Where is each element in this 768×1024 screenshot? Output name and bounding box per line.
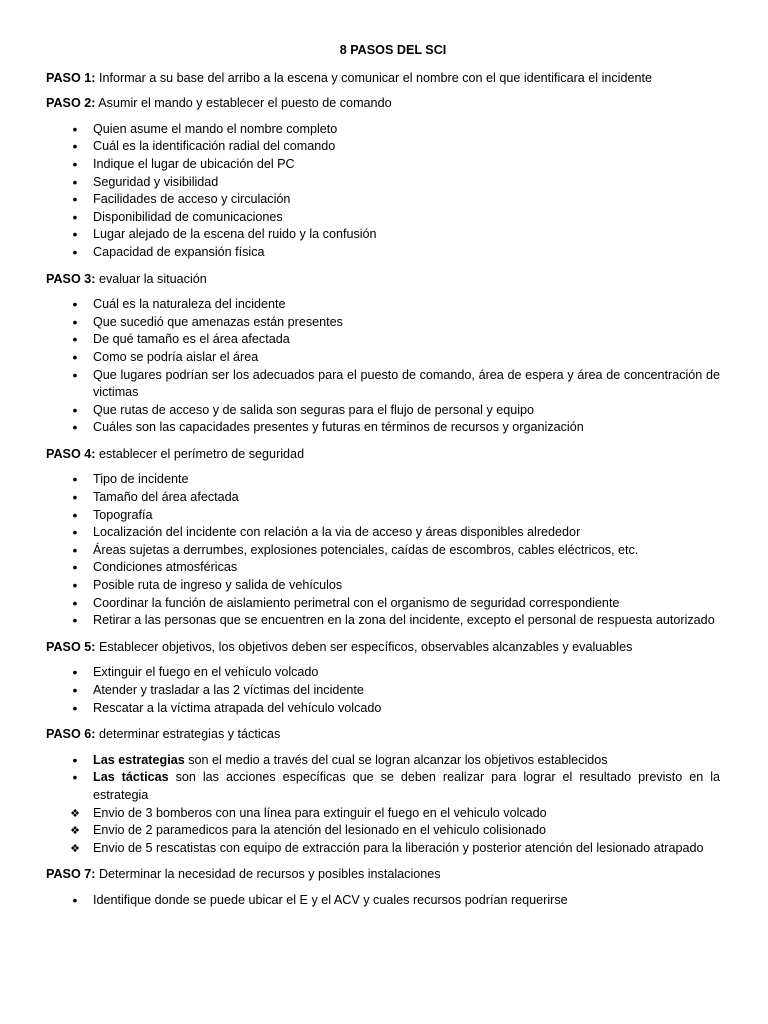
paso-heading	[46, 866, 720, 884]
list-item	[46, 559, 720, 577]
diamond-bullet-icon	[68, 822, 82, 841]
list-item	[46, 612, 720, 630]
list-item-text: Coordinar la función de aislamiento perimetral con el organismo de seguridad correspondiente	[93, 595, 620, 610]
paso-heading	[46, 446, 720, 464]
paso-list	[46, 752, 720, 858]
paso-label: PASO 5:	[46, 639, 96, 654]
list-item-text: Que lugares podrían ser los adecuados para el puesto de comando, área de espera y área de concentración de victimas	[93, 367, 720, 400]
paso-text: determinar estrategias y tácticas	[95, 727, 281, 742]
bullet-icon	[68, 752, 82, 771]
bullet-icon	[68, 489, 82, 508]
bullet-icon	[68, 209, 82, 228]
list-item	[46, 542, 720, 560]
paso-text: evaluar la situación	[95, 271, 207, 286]
paso-label: PASO 6:	[46, 727, 96, 742]
document-body	[46, 70, 720, 910]
bullet-icon	[68, 577, 82, 596]
bullet-icon	[68, 507, 82, 526]
list-item-text: Posible ruta de ingreso y salida de vehículos	[93, 578, 343, 593]
bullet-icon	[68, 121, 82, 140]
list-item-text: Retirar a las personas que se encuentren en la zona del incidente, excepto el personal de respuesta autorizado	[93, 613, 715, 628]
list-item-text: Identifique donde se puede ubicar el E y el ACV y cuales recursos podrían requerirse	[93, 892, 568, 907]
bullet-icon	[68, 419, 82, 438]
list-item	[46, 174, 720, 192]
list-item	[46, 664, 720, 682]
list-item	[46, 314, 720, 332]
bullet-icon	[68, 296, 82, 315]
paso-text: Establecer objetivos, los objetivos deben ser específicos, observables alcanzables y evaluables	[95, 639, 633, 654]
list-item-text: Envio de 3 bomberos con una línea para extinguir el fuego en el vehiculo volcado	[93, 805, 547, 820]
bullet-icon	[68, 402, 82, 421]
paso-text: Determinar la necesidad de recursos y posibles instalaciones	[95, 867, 441, 882]
bullet-icon	[68, 612, 82, 631]
bullet-icon	[68, 244, 82, 263]
paso-heading	[46, 726, 720, 744]
list-item	[46, 524, 720, 542]
paso-list	[46, 121, 720, 262]
list-item	[46, 209, 720, 227]
list-item	[46, 595, 720, 613]
list-item	[46, 331, 720, 349]
list-item-lead: Las estrategias	[93, 752, 185, 767]
list-item	[46, 840, 720, 858]
document-title: 8 PASOS DEL SCI	[339, 43, 447, 57]
bullet-icon	[68, 349, 82, 368]
paso-label: PASO 3:	[46, 271, 96, 286]
list-item-text: Disponibilidad de comunicaciones	[93, 209, 283, 224]
list-item	[46, 349, 720, 367]
list-item-text: Que sucedió que amenazas están presentes	[93, 314, 343, 329]
list-item-text: Lugar alejado de la escena del ruido y la confusión	[93, 227, 377, 242]
list-item	[46, 577, 720, 595]
list-item	[46, 489, 720, 507]
paso-text: establecer el perímetro de seguridad	[95, 446, 305, 461]
bullet-icon	[68, 138, 82, 157]
list-item	[46, 296, 720, 314]
paso-text: Asumir el mando y establecer el puesto de comando	[95, 96, 392, 111]
paso-label: PASO 1:	[46, 70, 96, 85]
paso-heading	[46, 639, 720, 657]
bullet-icon	[68, 156, 82, 175]
list-item-text: Facilidades de acceso y circulación	[93, 192, 291, 207]
list-item-text: Tamaño del área afectada	[93, 490, 239, 505]
list-item-text: Cuál es la identificación radial del comando	[93, 139, 336, 154]
list-item	[46, 769, 720, 804]
list-item	[46, 507, 720, 525]
list-item	[46, 805, 720, 823]
list-item-text: son las acciones específicas que se deben realizar para lograr el resultado previsto en la estrategia	[93, 770, 720, 802]
bullet-icon	[68, 559, 82, 578]
list-item-text: De qué tamaño es el área afectada	[93, 332, 290, 347]
bullet-icon	[68, 471, 82, 490]
paso-list	[46, 296, 720, 437]
list-item-lead: Las tácticas	[93, 770, 169, 785]
bullet-icon	[68, 682, 82, 701]
bullet-icon	[68, 524, 82, 543]
list-item	[46, 156, 720, 174]
list-item	[46, 682, 720, 700]
paso-list	[46, 471, 720, 629]
bullet-icon	[68, 542, 82, 561]
list-item	[46, 752, 720, 770]
list-item-text: Rescatar a la víctima atrapada del vehículo volcado	[93, 700, 382, 715]
list-item-text: Envio de 5 rescatistas con equipo de extracción para la liberación y posterior atención del lesionado atrapado	[93, 840, 704, 855]
list-item-text: Extinguir el fuego en el vehículo volcado	[93, 665, 319, 680]
list-item-text: Atender y trasladar a las 2 víctimas del incidente	[93, 683, 364, 697]
list-item-text: Quien asume el mando el nombre completo	[93, 121, 338, 136]
list-item	[46, 822, 720, 840]
list-item-text: Que rutas de acceso y de salida son seguras para el flujo de personal y equipo	[93, 402, 535, 417]
list-item-text: Como se podría aislar el área	[93, 349, 259, 364]
diamond-bullet-icon	[68, 805, 82, 824]
list-item-text: Indique el lugar de ubicación del PC	[93, 156, 295, 171]
bullet-icon	[68, 174, 82, 193]
diamond-bullet-icon	[68, 840, 82, 859]
list-item-text: Topografía	[93, 507, 153, 522]
list-item-text: Cuál es la naturaleza del incidente	[93, 297, 286, 312]
bullet-icon	[68, 769, 82, 788]
list-item	[46, 121, 720, 139]
list-item	[46, 892, 720, 910]
bullet-icon	[68, 226, 82, 245]
list-item	[46, 367, 720, 402]
list-item-text: Áreas sujetas a derrumbes, explosiones potenciales, caídas de escombros, cables eléctricos, etc.	[93, 542, 639, 557]
list-item-text: Capacidad de expansión física	[93, 244, 265, 259]
paso-label: PASO 7:	[46, 867, 96, 882]
list-item-text: Cuáles son las capacidades presentes y futuras en términos de recursos y organización	[93, 420, 584, 435]
paso-label: PASO 2:	[46, 96, 96, 111]
bullet-icon	[68, 367, 82, 386]
bullet-icon	[68, 892, 82, 911]
list-item	[46, 419, 720, 437]
list-item	[46, 191, 720, 209]
list-item	[46, 700, 720, 718]
list-item	[46, 471, 720, 489]
list-item-text: Condiciones atmosféricas	[93, 560, 238, 575]
paso-heading	[46, 95, 720, 113]
paso-list	[46, 892, 720, 910]
list-item-text: Envio de 2 paramedicos para la atención del lesionado en el vehiculo colisionado	[93, 823, 546, 838]
list-item-text: Tipo de incidente	[93, 472, 189, 487]
list-item-text: son el medio a través del cual se logran alcanzar los objetivos establecidos	[184, 752, 608, 767]
list-item-text: Localización del incidente con relación a la via de acceso y áreas disponibles alrededor	[93, 525, 581, 540]
bullet-icon	[68, 595, 82, 614]
paso-heading	[46, 70, 720, 88]
bullet-icon	[68, 331, 82, 350]
bullet-icon	[68, 191, 82, 210]
list-item	[46, 226, 720, 244]
paso-text: Informar a su base del arribo a la escena y comunicar el nombre con el que identificara el incidente	[95, 70, 652, 85]
list-item-text: Seguridad y visibilidad	[93, 174, 219, 189]
paso-heading	[46, 271, 720, 289]
paso-list	[46, 664, 720, 717]
bullet-icon	[68, 314, 82, 333]
list-item	[46, 244, 720, 262]
bullet-icon	[68, 700, 82, 719]
paso-label: PASO 4:	[46, 446, 96, 461]
bullet-icon	[68, 664, 82, 683]
list-item	[46, 402, 720, 420]
list-item	[46, 138, 720, 156]
